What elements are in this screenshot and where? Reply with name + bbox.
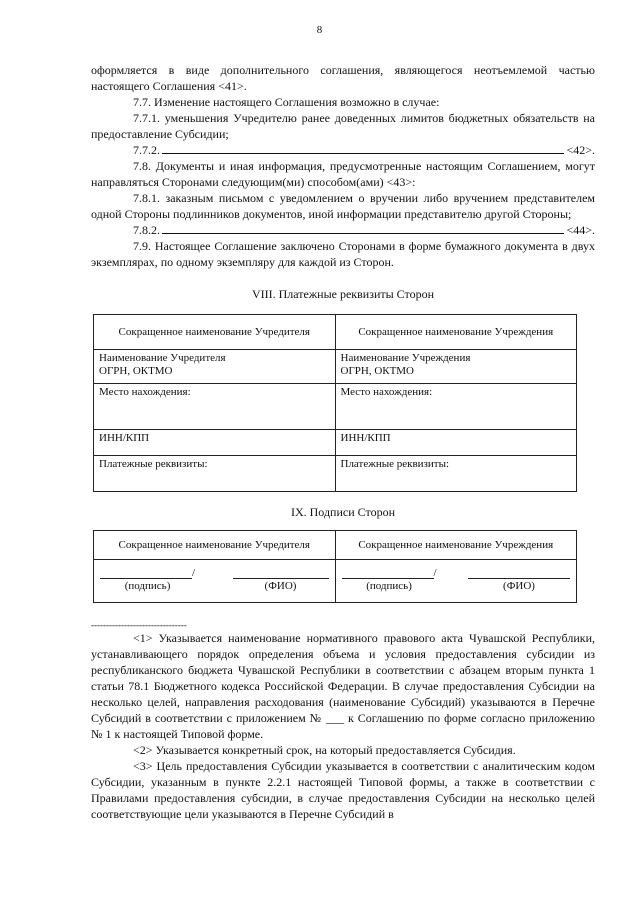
founder-name-cell: [94, 350, 336, 384]
agreement-body: [91, 62, 595, 603]
paragraph-7-8: 7.8. Документы и иная информация, предусмотренные настоящим Соглашением, могут направляться Сторонами следующим(ми) способом(ами) <43>:: [91, 159, 595, 189]
paragraph-7-7: 7.7. Изменение настоящего Соглашения возможно в случае:: [133, 95, 440, 109]
institution-signature-line: [342, 566, 434, 579]
founder-payment-cell: Платежные реквизиты:: [94, 456, 336, 492]
founder-header: Сокращенное наименование Учредителя: [94, 315, 336, 350]
footnote-separator: --------------------------------: [91, 620, 187, 630]
institution-payment-cell: Платежные реквизиты:: [335, 456, 577, 492]
footnote-3: <3> Цель предоставления Субсидии указывается в соответствии с аналитическим кодом Субсидии, указанным в пункте 2.2.1 настоящей Типовой формы, а также в соответствии с Правилами предоставления субсидии, в случае предоставления Субсидии на несколько целей соответствующие цели указываются в Перечне Субсидий в: [91, 759, 595, 821]
paragraph-7-7-1: 7.7.1. уменьшения Учредителю ранее доведенных лимитов бюджетных обязательств на предоставление Субсидии;: [91, 111, 595, 141]
institution-name-line: [468, 566, 570, 579]
slash-divider: /: [433, 567, 437, 579]
footnotes: [91, 630, 595, 822]
founder-name-label: Наименование Учредителя ОГРН, ОКТМО: [99, 352, 226, 377]
paragraph-7-9: 7.9. Настоящее Соглашение заключено Сторонами в форме бумажного документа в двух экземплярах, по одному экземпляру для каждой из Сторон.: [91, 239, 595, 269]
paragraph-7-6-cont: оформляется в виде дополнительного соглашения, являющегося неотъемлемой частью настоящего Соглашения <41>.: [91, 63, 595, 93]
paragraph-7-7-2-label: 7.7.2.: [133, 143, 160, 157]
section-9-title: IX. Подписи Сторон: [290, 505, 396, 519]
paragraph-7-8-2-label: 7.8.2.: [133, 223, 160, 237]
page-number: 8: [316, 24, 323, 36]
slash-divider: /: [192, 567, 196, 579]
paragraph-7-8-2: [91, 222, 595, 238]
institution-name-label: Наименование Учреждения ОГРН, ОКТМО: [340, 352, 471, 377]
signature-caption: (подпись): [124, 580, 171, 592]
name-caption: (ФИО): [503, 580, 535, 592]
institution-inn-cell: ИНН/КПП: [335, 430, 577, 456]
paragraph-7-7-2: [91, 142, 595, 158]
requisites-table: [93, 314, 577, 492]
name-caption: (ФИО): [264, 580, 297, 592]
founder-name-line: [233, 566, 329, 579]
blank-line: [162, 222, 564, 234]
section-8-title: VIII. Платежные реквизиты Сторон: [251, 287, 435, 301]
founder-location-cell: Место нахождения:: [94, 384, 336, 430]
institution-sign-header: Сокращенное наименование Учреждения: [335, 531, 577, 560]
signature-caption: (подпись): [366, 580, 412, 592]
founder-signature-line: [100, 566, 192, 579]
founder-signature-cell: [94, 560, 336, 603]
institution-location-cell: Место нахождения:: [335, 384, 577, 430]
institution-name-cell: [335, 350, 577, 384]
institution-signature-cell: [335, 560, 577, 603]
footnote-ref-42: <42>.: [566, 143, 595, 157]
institution-header: Сокращенное наименование Учреждения: [335, 315, 577, 350]
footnote-2: <2> Указывается конкретный срок, на который предоставляется Субсидия.: [133, 743, 516, 757]
blank-line: [162, 142, 564, 154]
footnote-1: <1> Указывается наименование нормативного правового акта Чувашской Республики, устанавливающего порядок определения объема и условия предоставления субсидии из республиканского бюджета Чувашской Республики в соответствии с абзацем вторым пункта 1 статьи 78.1 Бюджетного кодекса Российской Федерации. В случае предоставления Субсидии на несколько целей, направления расходования (наименование Субсидий) указываются в Перечне Субсидий в соответствии с приложением № ___ к Соглашению по форме согласно приложению № 1 к настоящей Типовой форме.: [91, 631, 595, 741]
footnote-ref-44: <44>.: [566, 223, 595, 237]
founder-inn-cell: ИНН/КПП: [94, 430, 336, 456]
signatures-table: [93, 530, 577, 603]
paragraph-7-8-1: 7.8.1. заказным письмом с уведомлением о вручении либо вручением представителем одной Стороны подлинников документов, иной информации представителю другой Стороны;: [91, 191, 595, 221]
founder-sign-header: Сокращенное наименование Учредителя: [94, 531, 336, 560]
